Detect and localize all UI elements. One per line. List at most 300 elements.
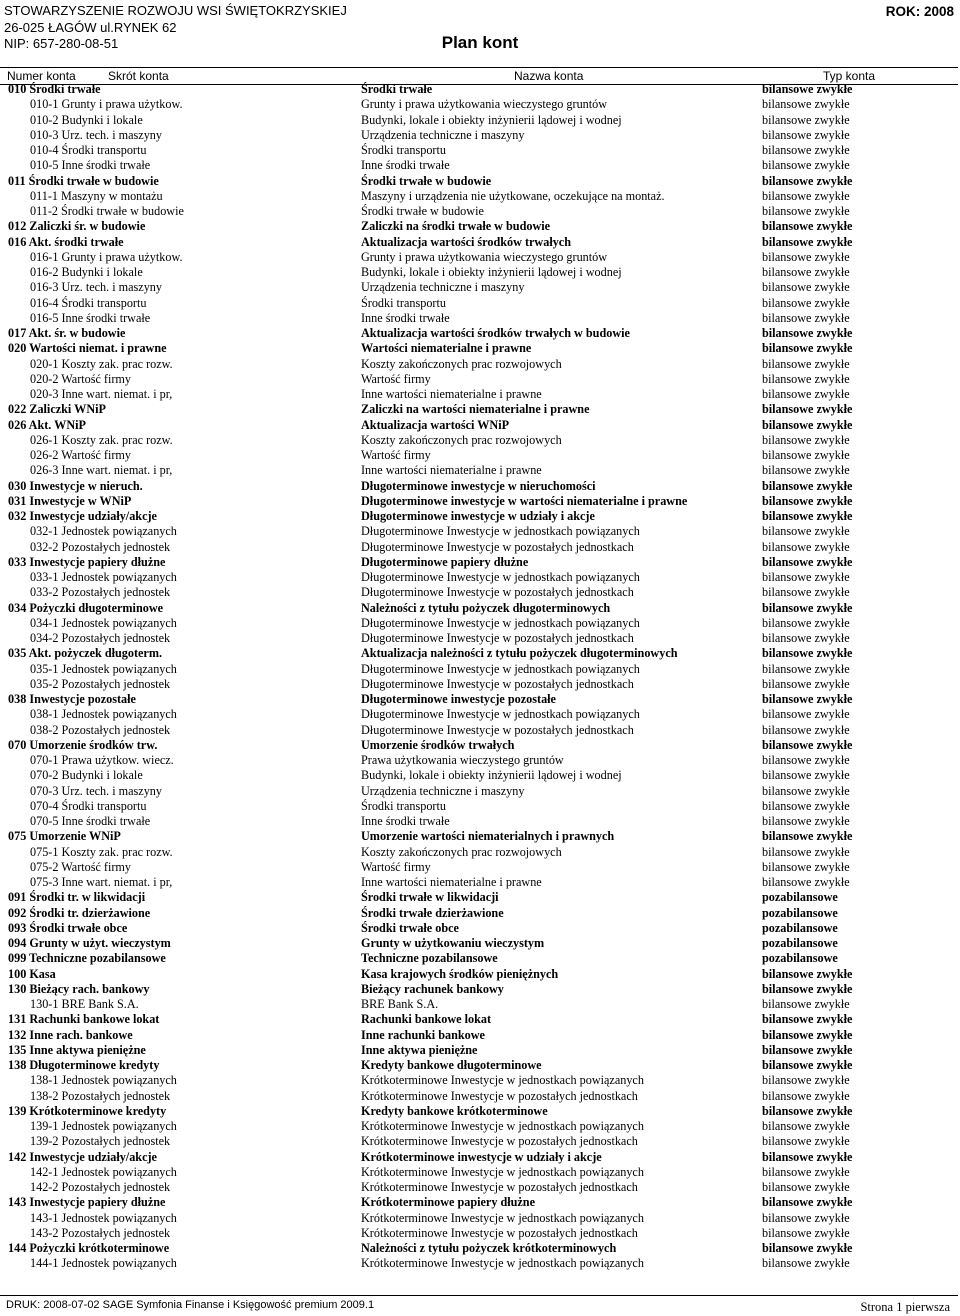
account-name: Środki transportu bbox=[361, 143, 446, 157]
table-row bbox=[0, 768, 960, 783]
account-code: 010-2 Budynki i lokale bbox=[30, 112, 143, 127]
account-type: pozabilansowe bbox=[762, 951, 838, 966]
account-type: bilansowe zwykłe bbox=[762, 387, 850, 401]
account-name: Umorzenie wartości niematerialnych i prawnych bbox=[361, 829, 615, 844]
account-type: bilansowe zwykłe bbox=[762, 661, 850, 676]
account-name: Budynki, lokale i obiekty inżynierii lądowej i wodnej bbox=[361, 112, 622, 127]
account-code: 142 Inwestycje udziały/akcje bbox=[8, 1149, 157, 1164]
account-type: pozabilansowe bbox=[762, 936, 838, 950]
account-type: bilansowe zwykłe bbox=[762, 814, 850, 828]
table-row bbox=[0, 524, 960, 539]
account-type: bilansowe zwykłe bbox=[762, 371, 850, 386]
account-name: Koszty zakończonych prac rozwojowych bbox=[361, 844, 562, 859]
account-type: bilansowe zwykłe bbox=[762, 1058, 853, 1072]
account-code: 070 Umorzenie środków trw. bbox=[8, 737, 158, 752]
account-type: bilansowe zwykłe bbox=[762, 1195, 853, 1210]
account-type: bilansowe zwykłe bbox=[762, 82, 853, 96]
account-name: Kredyty bankowe długoterminowe bbox=[361, 1058, 542, 1072]
account-code: 138-1 Jednostek powiązanych bbox=[30, 1073, 177, 1088]
account-name: Długoterminowe Inwestycje w jednostkach powiązanych bbox=[361, 570, 640, 584]
col-header-number: Numer konta bbox=[7, 69, 76, 83]
account-code: 075-1 Koszty zak. prac rozw. bbox=[30, 844, 173, 859]
account-code: 075-3 Inne wart. niemat. i pr, bbox=[30, 875, 173, 889]
account-type: bilansowe zwykłe bbox=[762, 1103, 853, 1118]
account-code: 075 Umorzenie WNiP bbox=[8, 829, 121, 844]
account-type: bilansowe zwykłe bbox=[762, 1134, 850, 1149]
account-code: 138 Długoterminowe kredyty bbox=[8, 1058, 160, 1072]
table-row bbox=[0, 875, 960, 890]
account-code: 070-5 Inne środki trwałe bbox=[30, 814, 151, 828]
table-row bbox=[0, 753, 960, 768]
table-row bbox=[0, 936, 960, 951]
account-code: 143-1 Jednostek powiązanych bbox=[30, 1210, 177, 1225]
table-row bbox=[0, 113, 960, 128]
org-nip: NIP: 657-280-08-51 bbox=[4, 36, 119, 51]
account-code: 016-5 Inne środki trwałe bbox=[30, 310, 151, 325]
account-type: bilansowe zwykłe bbox=[762, 1119, 850, 1133]
table-row bbox=[0, 692, 960, 707]
account-name: Długoterminowe Inwestycje w jednostkach powiązanych bbox=[361, 661, 640, 676]
account-code: 099 Techniczne pozabilansowe bbox=[8, 951, 166, 966]
account-code: 032-2 Pozostałych jednostek bbox=[30, 539, 171, 554]
account-type: bilansowe zwykłe bbox=[762, 554, 853, 569]
account-name: Długoterminowe inwestycje w nieruchomości bbox=[361, 478, 596, 493]
account-code: 035-1 Jednostek powiązanych bbox=[30, 661, 177, 676]
table-row bbox=[0, 555, 960, 570]
account-code: 033 Inwestycje papiery dłużne bbox=[8, 554, 166, 569]
account-name: Maszyny i urządzenia nie użytkowane, oczekujące na montaż. bbox=[361, 188, 665, 203]
account-code: 070-1 Prawa użytkow. wiecz. bbox=[30, 753, 174, 767]
account-name: Krótkoterminowe Inwestycje w jednostkach powiązanych bbox=[361, 1073, 644, 1088]
account-name: Urządzenia techniczne i maszyny bbox=[361, 127, 525, 142]
account-type: bilansowe zwykłe bbox=[762, 737, 853, 752]
account-code: 020-1 Koszty zak. prac rozw. bbox=[30, 356, 173, 371]
account-name: Krótkoterminowe Inwestycje w pozostałych jednostkach bbox=[361, 1088, 638, 1103]
account-name: Urządzenia techniczne i maszyny bbox=[361, 783, 525, 798]
table-row bbox=[0, 1012, 960, 1027]
account-code: 035-2 Pozostałych jednostek bbox=[30, 676, 171, 691]
table-row bbox=[0, 951, 960, 966]
account-name: Długoterminowe inwestycje pozostałe bbox=[361, 692, 556, 706]
account-name: Krótkoterminowe Inwestycje w jednostkach powiązanych bbox=[361, 1119, 644, 1133]
table-row bbox=[0, 341, 960, 356]
table-row bbox=[0, 1043, 960, 1058]
account-name: Budynki, lokale i obiekty inżynierii lądowej i wodnej bbox=[361, 265, 622, 279]
account-name: Aktualizacja należności z tytułu pożyczek długoterminowych bbox=[361, 646, 678, 661]
account-type: pozabilansowe bbox=[762, 890, 838, 905]
account-type: bilansowe zwykłe bbox=[762, 356, 850, 371]
account-code: 070-3 Urz. tech. i maszyny bbox=[30, 783, 162, 798]
table-row bbox=[0, 1104, 960, 1119]
account-type: bilansowe zwykłe bbox=[762, 204, 850, 218]
account-name: Zaliczki na wartości niematerialne i prawne bbox=[361, 402, 590, 417]
account-name: Koszty zakończonych prac rozwojowych bbox=[361, 356, 562, 371]
account-code: 030 Inwestycje w nieruch. bbox=[8, 478, 143, 493]
account-name: Długoterminowe Inwestycje w jednostkach powiązanych bbox=[361, 615, 640, 630]
account-name: Techniczne pozabilansowe bbox=[361, 951, 498, 966]
table-row bbox=[0, 1150, 960, 1165]
account-name: Aktualizacja wartości WNiP bbox=[361, 417, 510, 432]
table-row bbox=[0, 280, 960, 295]
account-code: 038 Inwestycje pozostałe bbox=[8, 692, 136, 706]
account-code: 143 Inwestycje papiery dłużne bbox=[8, 1195, 166, 1210]
account-type: bilansowe zwykłe bbox=[762, 173, 853, 188]
table-row bbox=[0, 402, 960, 417]
account-code: 070-2 Budynki i lokale bbox=[30, 768, 143, 783]
account-type: bilansowe zwykłe bbox=[762, 478, 853, 493]
account-type: bilansowe zwykłe bbox=[762, 966, 853, 981]
account-type: bilansowe zwykłe bbox=[762, 112, 850, 127]
account-name: Środki trwałe bbox=[361, 82, 433, 96]
account-name: Długoterminowe Inwestycje w pozostałych jednostkach bbox=[361, 631, 634, 645]
table-row bbox=[0, 494, 960, 509]
table-row bbox=[0, 372, 960, 387]
account-type: bilansowe zwykłe bbox=[762, 143, 850, 157]
account-code: 135 Inne aktywa pieniężne bbox=[8, 1042, 146, 1057]
account-name: Środki transportu bbox=[361, 295, 446, 310]
table-row bbox=[0, 387, 960, 402]
account-name: Długoterminowe papiery dłużne bbox=[361, 554, 529, 569]
table-row bbox=[0, 646, 960, 661]
col-header-type: Typ konta bbox=[823, 69, 876, 83]
account-name: Zaliczki na środki trwałe w budowie bbox=[361, 219, 551, 234]
account-name: Krótkoterminowe papiery dłużne bbox=[361, 1195, 535, 1210]
account-name: Budynki, lokale i obiekty inżynierii lądowej i wodnej bbox=[361, 768, 622, 783]
account-type: bilansowe zwykłe bbox=[762, 1012, 853, 1027]
account-name: Inne wartości niematerialne i prawne bbox=[361, 387, 542, 401]
account-name: Krótkoterminowe Inwestycje w jednostkach powiązanych bbox=[361, 1256, 644, 1271]
account-code: 020-2 Wartość firmy bbox=[30, 371, 132, 386]
account-code: 034-2 Pozostałych jednostek bbox=[30, 631, 171, 645]
account-name: Wartość firmy bbox=[361, 859, 431, 874]
table-row bbox=[0, 250, 960, 265]
table-row bbox=[0, 97, 960, 112]
account-type: bilansowe zwykłe bbox=[762, 1210, 850, 1225]
account-name: Krótkoterminowe Inwestycje w pozostałych jednostkach bbox=[361, 1225, 638, 1240]
table-row bbox=[0, 799, 960, 814]
table-row bbox=[0, 1241, 960, 1256]
account-code: 032 Inwestycje udziały/akcje bbox=[8, 509, 157, 523]
account-code: 010-1 Grunty i prawa użytkow. bbox=[30, 97, 183, 112]
table-row bbox=[0, 326, 960, 341]
account-code: 034-1 Jednostek powiązanych bbox=[30, 615, 177, 630]
account-code: 038-2 Pozostałych jednostek bbox=[30, 722, 171, 737]
org-address: 26-025 ŁAGÓW ul.RYNEK 62 bbox=[4, 19, 177, 35]
account-type: bilansowe zwykłe bbox=[762, 249, 850, 264]
table-row bbox=[0, 357, 960, 372]
table-row bbox=[0, 921, 960, 936]
account-code: 016-1 Grunty i prawa użytkow. bbox=[30, 249, 183, 264]
table-row bbox=[0, 890, 960, 905]
account-type: bilansowe zwykłe bbox=[762, 1180, 850, 1194]
table-row bbox=[0, 204, 960, 219]
account-code: 017 Akt. śr. w budowie bbox=[8, 326, 126, 340]
table-row bbox=[0, 189, 960, 204]
account-code: 094 Grunty w użyt. wieczystym bbox=[8, 936, 171, 950]
account-type: bilansowe zwykłe bbox=[762, 844, 850, 859]
account-name: Długoterminowe Inwestycje w pozostałych jednostkach bbox=[361, 676, 634, 691]
account-code: 012 Zaliczki śr. w budowie bbox=[8, 219, 146, 234]
table-row bbox=[0, 723, 960, 738]
account-type: bilansowe zwykłe bbox=[762, 646, 853, 661]
account-type: bilansowe zwykłe bbox=[762, 1149, 853, 1164]
report-year: ROK: 2008 bbox=[885, 4, 954, 19]
account-code: 144-1 Jednostek powiązanych bbox=[30, 1256, 177, 1271]
account-name: Kasa krajowych środków pieniężnych bbox=[361, 966, 559, 981]
table-row bbox=[0, 1119, 960, 1134]
account-name: Umorzenie środków trwałych bbox=[361, 737, 515, 752]
account-name: Krótkoterminowe Inwestycje w pozostałych jednostkach bbox=[361, 1180, 638, 1194]
account-type: bilansowe zwykłe bbox=[762, 798, 850, 813]
account-name: BRE Bank S.A. bbox=[361, 997, 439, 1011]
account-code: 020-3 Inne wart. niemat. i pr, bbox=[30, 387, 173, 401]
account-name: Grunty w użytkowaniu wieczystym bbox=[361, 936, 545, 950]
account-code: 070-4 Środki transportu bbox=[30, 798, 147, 813]
account-code: 139 Krótkoterminowe kredyty bbox=[8, 1103, 167, 1118]
account-code: 026-2 Wartość firmy bbox=[30, 448, 132, 462]
account-name: Aktualizacja wartości środków trwałych bbox=[361, 234, 571, 249]
account-type: bilansowe zwykłe bbox=[762, 692, 853, 706]
table-row bbox=[0, 1134, 960, 1149]
table-row bbox=[0, 1073, 960, 1088]
col-header-short: Skrót konta bbox=[108, 69, 169, 83]
account-type: bilansowe zwykłe bbox=[762, 341, 853, 356]
table-row bbox=[0, 433, 960, 448]
account-code: 026-3 Inne wart. niemat. i pr, bbox=[30, 463, 173, 478]
account-code: 010 Środki trwałe bbox=[8, 82, 101, 96]
account-code: 010-5 Inne środki trwałe bbox=[30, 158, 151, 173]
account-code: 010-4 Środki transportu bbox=[30, 143, 147, 157]
account-code: 038-1 Jednostek powiązanych bbox=[30, 707, 177, 722]
table-row bbox=[0, 738, 960, 753]
account-name: Wartość firmy bbox=[361, 371, 431, 386]
account-name: Należności z tytułu pożyczek krótkoterminowych bbox=[361, 1241, 617, 1255]
account-type: bilansowe zwykłe bbox=[762, 265, 850, 279]
table-row bbox=[0, 235, 960, 250]
account-type: bilansowe zwykłe bbox=[762, 859, 850, 874]
table-row bbox=[0, 616, 960, 631]
table-row bbox=[0, 967, 960, 982]
table-row bbox=[0, 311, 960, 326]
table-row bbox=[0, 296, 960, 311]
account-name: Długoterminowe Inwestycje w pozostałych jednostkach bbox=[361, 722, 634, 737]
table-row bbox=[0, 174, 960, 189]
account-code: 132 Inne rach. bankowe bbox=[8, 1027, 133, 1042]
account-type: bilansowe zwykłe bbox=[762, 509, 853, 523]
account-code: 139-1 Jednostek powiązanych bbox=[30, 1119, 177, 1133]
account-name: Środki trwałe w likwidacji bbox=[361, 890, 499, 905]
page-title: Plan kont bbox=[441, 33, 519, 52]
table-row bbox=[0, 540, 960, 555]
col-header-name: Nazwa konta bbox=[514, 69, 584, 83]
account-name: Środki trwałe w budowie bbox=[361, 204, 484, 218]
account-type: bilansowe zwykłe bbox=[762, 432, 850, 447]
table-row bbox=[0, 784, 960, 799]
account-type: bilansowe zwykłe bbox=[762, 753, 850, 767]
account-code: 011-1 Maszyny w montażu bbox=[30, 188, 163, 203]
account-name: Długoterminowe Inwestycje w jednostkach powiązanych bbox=[361, 524, 640, 539]
account-name: Inne wartości niematerialne i prawne bbox=[361, 875, 542, 889]
table-row bbox=[0, 509, 960, 524]
account-type: pozabilansowe bbox=[762, 920, 838, 935]
account-name: Urządzenia techniczne i maszyny bbox=[361, 280, 525, 295]
account-type: bilansowe zwykłe bbox=[762, 402, 853, 417]
account-name: Koszty zakończonych prac rozwojowych bbox=[361, 432, 562, 447]
table-row bbox=[0, 1028, 960, 1043]
account-type: bilansowe zwykłe bbox=[762, 615, 850, 630]
account-code: 022 Zaliczki WNiP bbox=[8, 402, 106, 417]
account-type: bilansowe zwykłe bbox=[762, 631, 850, 645]
account-code: 026 Akt. WNiP bbox=[8, 417, 86, 432]
account-type: bilansowe zwykłe bbox=[762, 493, 853, 508]
table-row bbox=[0, 128, 960, 143]
account-type: bilansowe zwykłe bbox=[762, 1073, 850, 1088]
account-type: bilansowe zwykłe bbox=[762, 158, 850, 173]
account-name: Krótkoterminowe Inwestycje w jednostkach powiązanych bbox=[361, 1210, 644, 1225]
account-type: bilansowe zwykłe bbox=[762, 875, 850, 889]
account-name: Bieżący rachunek bankowy bbox=[361, 981, 504, 996]
account-type: bilansowe zwykłe bbox=[762, 585, 850, 600]
account-code: 033-2 Pozostałych jednostek bbox=[30, 585, 171, 600]
table-row bbox=[0, 1165, 960, 1180]
account-type: bilansowe zwykłe bbox=[762, 1088, 850, 1103]
page-number: Strona 1 pierwsza bbox=[860, 1300, 950, 1314]
account-code: 033-1 Jednostek powiązanych bbox=[30, 570, 177, 584]
table-row bbox=[0, 1226, 960, 1241]
account-name: Inne środki trwałe bbox=[361, 814, 450, 828]
account-type: bilansowe zwykłe bbox=[762, 310, 850, 325]
account-type: bilansowe zwykłe bbox=[762, 600, 853, 615]
table-row bbox=[0, 1211, 960, 1226]
account-type: bilansowe zwykłe bbox=[762, 1164, 850, 1179]
account-name: Grunty i prawa użytkowania wieczystego gruntów bbox=[361, 97, 608, 112]
account-name: Inne wartości niematerialne i prawne bbox=[361, 463, 542, 478]
account-type: bilansowe zwykłe bbox=[762, 570, 850, 584]
account-code: 131 Rachunki bankowe lokat bbox=[8, 1012, 160, 1027]
account-name: Długoterminowe Inwestycje w jednostkach powiązanych bbox=[361, 707, 640, 722]
account-name: Długoterminowe Inwestycje w pozostałych jednostkach bbox=[361, 539, 634, 554]
account-code: 100 Kasa bbox=[8, 966, 56, 981]
account-type: pozabilansowe bbox=[762, 905, 838, 920]
account-name: Długoterminowe inwestycje w udziały i akcje bbox=[361, 509, 595, 523]
account-type: bilansowe zwykłe bbox=[762, 326, 853, 340]
account-type: bilansowe zwykłe bbox=[762, 463, 850, 478]
account-type: bilansowe zwykłe bbox=[762, 524, 850, 539]
table-row bbox=[0, 1256, 960, 1271]
account-name: Grunty i prawa użytkowania wieczystego gruntów bbox=[361, 249, 608, 264]
account-name: Długoterminowe Inwestycje w pozostałych jednostkach bbox=[361, 585, 634, 600]
account-code: 016 Akt. środki trwałe bbox=[8, 234, 124, 249]
account-type: bilansowe zwykłe bbox=[762, 997, 850, 1011]
account-name: Wartość firmy bbox=[361, 448, 431, 462]
account-type: bilansowe zwykłe bbox=[762, 722, 850, 737]
account-name: Inne aktywa pieniężne bbox=[361, 1042, 478, 1057]
table-row bbox=[0, 662, 960, 677]
account-type: bilansowe zwykłe bbox=[762, 676, 850, 691]
account-code: 093 Środki trwałe obce bbox=[8, 920, 128, 935]
account-code: 016-4 Środki transportu bbox=[30, 295, 147, 310]
account-name: Krótkoterminowe Inwestycje w jednostkach powiązanych bbox=[361, 1164, 644, 1179]
table-row bbox=[0, 418, 960, 433]
table-row bbox=[0, 463, 960, 478]
account-type: bilansowe zwykłe bbox=[762, 1241, 853, 1255]
account-type: bilansowe zwykłe bbox=[762, 417, 853, 432]
account-name: Inne środki trwałe bbox=[361, 310, 450, 325]
table-row bbox=[0, 1180, 960, 1195]
account-name: Krótkoterminowe inwestycje w udziały i akcje bbox=[361, 1149, 602, 1164]
table-row bbox=[0, 219, 960, 234]
account-code: 010-3 Urz. tech. i maszyny bbox=[30, 127, 162, 142]
table-row bbox=[0, 997, 960, 1012]
account-name: Inne środki trwałe bbox=[361, 158, 450, 173]
account-name: Kredyty bankowe krótkoterminowe bbox=[361, 1103, 548, 1118]
table-row bbox=[0, 860, 960, 875]
account-type: bilansowe zwykłe bbox=[762, 234, 853, 249]
table-row bbox=[0, 448, 960, 463]
account-code: 142-1 Jednostek powiązanych bbox=[30, 1164, 177, 1179]
account-code: 026-1 Koszty zak. prac rozw. bbox=[30, 432, 173, 447]
account-code: 142-2 Pozostałych jednostek bbox=[30, 1180, 171, 1194]
table-row bbox=[0, 479, 960, 494]
account-type: bilansowe zwykłe bbox=[762, 539, 850, 554]
account-name: Środki transportu bbox=[361, 798, 446, 813]
table-row bbox=[0, 677, 960, 692]
table-row bbox=[0, 82, 960, 97]
account-type: bilansowe zwykłe bbox=[762, 768, 850, 783]
table-row bbox=[0, 265, 960, 280]
account-type: bilansowe zwykłe bbox=[762, 127, 850, 142]
page-footer bbox=[0, 1295, 958, 1316]
account-name: Środki trwałe w budowie bbox=[361, 173, 492, 188]
table-row bbox=[0, 570, 960, 585]
account-code: 016-2 Budynki i lokale bbox=[30, 265, 143, 279]
account-type: bilansowe zwykłe bbox=[762, 783, 850, 798]
table-row bbox=[0, 585, 960, 600]
table-row bbox=[0, 845, 960, 860]
account-code: 032-1 Jednostek powiązanych bbox=[30, 524, 177, 539]
account-type: bilansowe zwykłe bbox=[762, 1042, 853, 1057]
account-name: Rachunki bankowe lokat bbox=[361, 1012, 492, 1027]
account-type: bilansowe zwykłe bbox=[762, 981, 853, 996]
org-name: STOWARZYSZENIE ROZWOJU WSI ŚWIĘTOKRZYSKIEJ bbox=[4, 3, 347, 18]
account-name: Długoterminowe inwestycje w wartości niematerialne i prawne bbox=[361, 493, 688, 508]
table-row bbox=[0, 1089, 960, 1104]
account-code: 011-2 Środki trwałe w budowie bbox=[30, 204, 184, 218]
account-type: bilansowe zwykłe bbox=[762, 219, 853, 234]
account-code: 139-2 Pozostałych jednostek bbox=[30, 1134, 171, 1149]
account-type: bilansowe zwykłe bbox=[762, 829, 853, 844]
table-row bbox=[0, 631, 960, 646]
account-name: Krótkoterminowe Inwestycje w pozostałych jednostkach bbox=[361, 1134, 638, 1149]
table-row bbox=[0, 982, 960, 997]
account-code: 011 Środki trwałe w budowie bbox=[8, 173, 159, 188]
table-row bbox=[0, 707, 960, 722]
print-info: DRUK: 2008-07-02 SAGE Symfonia Finanse i Księgowość premium 2009.1 bbox=[6, 1299, 375, 1311]
account-code: 143-2 Pozostałych jednostek bbox=[30, 1225, 171, 1240]
account-type: bilansowe zwykłe bbox=[762, 1027, 853, 1042]
account-type: bilansowe zwykłe bbox=[762, 707, 850, 722]
account-type: bilansowe zwykłe bbox=[762, 295, 850, 310]
account-code: 144 Pożyczki krótkoterminowe bbox=[8, 1241, 170, 1255]
table-row bbox=[0, 1058, 960, 1073]
table-row bbox=[0, 143, 960, 158]
account-code: 138-2 Pozostałych jednostek bbox=[30, 1088, 171, 1103]
table-row bbox=[0, 906, 960, 921]
account-type: bilansowe zwykłe bbox=[762, 1225, 850, 1240]
account-name: Środki trwałe obce bbox=[361, 920, 459, 935]
account-type: bilansowe zwykłe bbox=[762, 188, 850, 203]
table-row bbox=[0, 829, 960, 844]
